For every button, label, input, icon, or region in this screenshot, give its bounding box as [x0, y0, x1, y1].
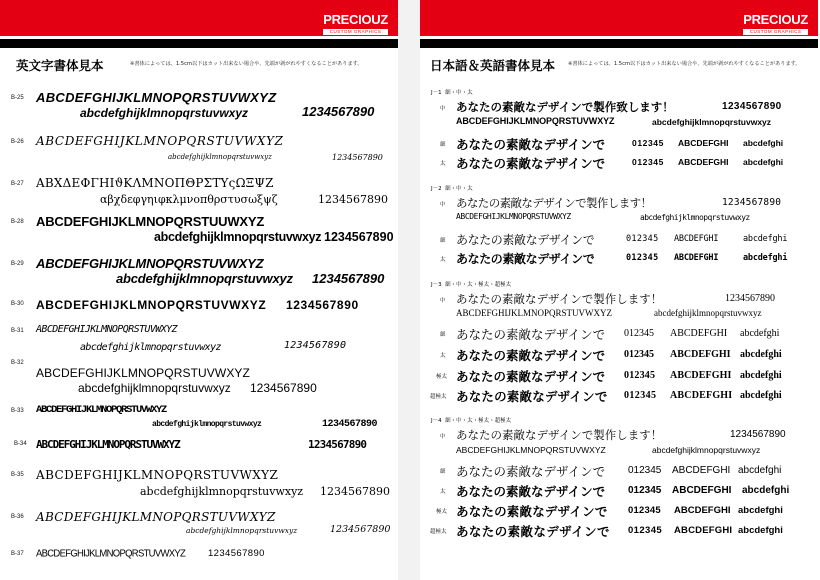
weight-upper: ABCDEFGHI	[670, 390, 733, 401]
header-bar	[420, 0, 818, 36]
sample-row-b36	[0, 510, 398, 540]
weight-upper: ABCDEFGHI	[674, 253, 719, 263]
sample-code: B-25	[11, 95, 24, 101]
group-code-label	[431, 184, 473, 192]
weight-lower: abcdefghi	[743, 157, 784, 167]
sample-code: B-31	[11, 328, 24, 334]
sample-row-b32	[0, 360, 398, 398]
weight-upper: ABCDEFGHI	[672, 465, 731, 476]
weight-label: 太	[440, 161, 446, 167]
sample-code: B-29	[11, 261, 24, 267]
weight-lower: abcdefghi	[738, 505, 783, 516]
sample-digits: 1234567890	[730, 429, 786, 440]
sample-upper: ABCDEFGHIJKLMNOPQRSTUVWXYZ	[36, 324, 177, 335]
weight-upper: ABCDEFGHI	[674, 505, 731, 516]
weight-label: 超極太	[430, 394, 447, 400]
weight-jp: あなたの素敵なデザインで	[456, 369, 606, 384]
sample-upper: ΑΒΧΔΕΦΓΗΙϑΚΛΜΝΟΠΘΡΣΤΥςΩΞΨΖ	[36, 176, 274, 190]
weight-digits: 012345	[632, 157, 664, 167]
weight-label: 太	[440, 257, 446, 263]
sample-lower: abcdefghijklmnopqrstuvwxyz	[152, 420, 262, 429]
sample-lower: abcdefghijklmnopqrstuvwxyz	[140, 485, 304, 498]
title-note: ※書体によっては、1.5cm以下はカット出来ない場合や、先端が剥がれやすくなることがあります。	[568, 61, 801, 67]
sample-upper: ABCDEFGHIJKLMNOPQRSTUVWXYZ	[456, 308, 613, 318]
sample-code: B-26	[11, 139, 24, 145]
weight-upper: ABCDEFGHI	[670, 370, 732, 381]
title-note: ※書体によっては、1.5cm以下はカット出来ない場合や、先端が剥がれやすくなることがあります。	[130, 61, 363, 67]
weight-jp: あなたの素敵なデザインで	[456, 389, 608, 404]
sample-digits: 1234567890	[208, 548, 265, 559]
sample-digits: 1234567890	[312, 271, 385, 286]
page-title: 日本語＆英語書体見本	[430, 58, 556, 73]
weight-digits: 012345	[624, 328, 654, 339]
sample-row-b25	[0, 90, 398, 122]
weight-label-medium: 中	[440, 434, 446, 440]
sample-upper: ABCDEFGHIJKLMNOPQRSTUVWXYZ	[36, 468, 279, 482]
weight-label: 極太	[436, 509, 448, 515]
weight-jp: あなたの素敵なデザインで	[456, 137, 606, 152]
sample-lower: abcdefghijklmnopqrstuvwxyz	[154, 230, 322, 244]
sample-code: B-34	[14, 441, 27, 447]
sample-digits: 1234567890	[320, 485, 390, 498]
weight-lower: abcdefghi	[742, 485, 790, 496]
weight-jp: あなたの素敵なデザインで	[456, 348, 606, 363]
sample-digits: 1234567890	[332, 153, 383, 162]
weight-jp: あなたの素敵なデザインで	[456, 524, 610, 539]
weight-lower: abcdefghi	[743, 253, 788, 263]
weight-upper: ABCDEFGHI	[678, 138, 729, 148]
weight-lower: abcdefghi	[740, 390, 782, 401]
sample-upper: ABCDEFGHIJKLMNOPQRSTUVWXYZ	[36, 438, 180, 451]
weight-digits: 012345	[626, 253, 659, 263]
font-group-j1	[420, 88, 818, 172]
sample-lower: abcdefghijklmnopqrstuvwxyz	[80, 106, 249, 120]
sample-phrase: あなたの素敵なデザインで製作します！	[456, 292, 663, 306]
sample-digits: 1234567890	[302, 104, 375, 119]
sample-code: B-35	[11, 472, 24, 478]
sample-row-b30	[0, 298, 398, 316]
sample-upper: ABCDEFGHIJKLMNOPQRSTUVWXYZ	[36, 256, 264, 271]
font-group-j4	[420, 416, 818, 540]
weight-digits: 012345	[624, 349, 654, 360]
weight-digits: 012345	[632, 138, 664, 148]
sample-code: B-27	[11, 181, 24, 187]
weight-digits: 012345	[628, 465, 662, 476]
group-code-label	[431, 88, 473, 96]
sample-upper: ABCDEFGHIJKLMNOPQRSTUVWXYZ	[36, 134, 284, 148]
weight-jp: あなたの素敵なデザインで	[456, 327, 606, 342]
weight-upper: ABCDEFGHI	[674, 525, 733, 536]
group-code: J－2	[431, 186, 442, 192]
weight-label: 細	[440, 332, 446, 338]
sample-row-b28	[0, 214, 398, 248]
sample-lower: abcdefghijklmnopqrstuvwxyz	[186, 526, 298, 535]
sample-code: B-33	[11, 408, 24, 414]
sample-code: B-28	[11, 219, 24, 225]
sample-phrase: あなたの素敵なデザインで製作します！	[456, 196, 652, 210]
weight-digits: 012345	[624, 390, 657, 401]
group-code-label	[431, 416, 511, 424]
sample-lower: abcdefghijklmnopqrstuvwxyz	[640, 213, 750, 222]
weight-upper: ABCDEFGHI	[672, 485, 732, 496]
page-title: 英文字書体見本	[16, 58, 104, 73]
sample-upper: ABCDEFGHIJKLMNOPQRSTUVWXYZ	[36, 298, 267, 312]
sample-upper: ABCDEFGHIJKLMNOPQRSTUVWXYZ	[456, 445, 606, 455]
sample-digits: 1234567890	[324, 230, 394, 244]
weight-label: 細	[440, 238, 446, 244]
weight-upper: ABCDEFGHI	[678, 157, 729, 167]
sample-digits: 1234567890	[308, 438, 367, 451]
header-rule	[420, 39, 818, 48]
sample-digits: 1234567890	[286, 298, 359, 312]
group-weights: 細・中・太	[445, 186, 473, 192]
sample-digits: 1234567890	[330, 524, 391, 535]
weight-lower: abcdefghi	[738, 465, 782, 476]
sample-upper: ABCDEFGHIJKLMNOPQRSTUVWXYZ	[36, 404, 167, 416]
weight-label: 細	[440, 142, 446, 148]
page-gutter	[398, 0, 420, 580]
group-code: J－4	[431, 418, 442, 424]
header-bar	[0, 0, 398, 36]
sample-code: B-32	[11, 360, 24, 366]
sample-upper: ABCDEFGHIJKLMNOPQRSTUVWXYZ	[36, 90, 277, 105]
weight-label-medium: 中	[440, 106, 446, 112]
group-weights: 細・中・太・極太・超極太	[445, 418, 512, 424]
sample-row-b37	[0, 548, 398, 562]
sample-phrase: あなたの素敵なデザインで製作します！	[456, 428, 663, 442]
sample-row-b31	[0, 324, 398, 358]
sample-digits: 1234567890	[725, 293, 775, 304]
sample-upper: ABCDEFGHIJKLMNOPQRSTUVWXYZ	[36, 366, 250, 380]
brand-logo	[323, 9, 388, 35]
page-left	[0, 0, 398, 580]
sample-code: B-36	[11, 514, 24, 520]
sample-lower: abcdefghijklmnopqrstuvwxyz	[654, 308, 762, 318]
weight-label-medium: 中	[440, 202, 446, 208]
weight-lower: abcdefghi	[738, 525, 783, 536]
brand-logo	[743, 9, 808, 35]
weight-digits: 012345	[626, 234, 659, 244]
sample-row-b35	[0, 468, 398, 500]
sample-digits: 1234567890	[722, 197, 782, 208]
weight-digits: 012345	[628, 485, 662, 496]
font-group-j2	[420, 184, 818, 268]
sample-code: B-30	[11, 301, 24, 307]
brand-tagline: CUSTOM GRAPHICS	[323, 29, 388, 35]
sample-lower: abcdefghijklmnopqrstuvwxyz	[80, 342, 221, 353]
header-rule	[0, 39, 398, 48]
sample-upper: ABCDEFGHIJKLMNOPQRSTUVWXYZ	[36, 510, 276, 524]
sample-lower: abcdefghijklmnopqrstuvwxyz	[652, 117, 772, 127]
sample-digits: 1234567890	[284, 340, 347, 351]
weight-jp: あなたの素敵なデザインで	[456, 484, 606, 499]
brand-name: PRECIOUZ	[743, 12, 808, 27]
sample-row-b26	[0, 134, 398, 166]
sample-row-b33	[0, 404, 398, 434]
sample-lower: abcdefghijklmnopqrstuvwxyz	[168, 153, 272, 161]
sample-digits: 1234567890	[318, 193, 388, 206]
group-code-label	[431, 280, 511, 288]
brand-tagline: CUSTOM GRAPHICS	[743, 29, 808, 35]
weight-upper: ABCDEFGHI	[670, 328, 728, 339]
weight-jp: あなたの素敵なデザインで	[456, 156, 606, 171]
group-code: J－1	[431, 90, 442, 96]
group-weights: 細・中・太	[445, 90, 473, 96]
weight-upper: ABCDEFGHI	[670, 349, 731, 360]
sample-lower: abcdefghijklmnopqrstuvwxyz	[78, 381, 231, 395]
weight-digits: 012345	[624, 370, 656, 381]
sample-row-b34	[0, 438, 398, 454]
group-weights: 細・中・太・極太・超極太	[445, 282, 512, 288]
page-right	[420, 0, 818, 580]
sample-row-b27	[0, 176, 398, 208]
weight-digits: 012345	[628, 505, 661, 516]
weight-label-medium: 中	[440, 298, 446, 304]
sample-code: B-37	[11, 551, 24, 557]
weight-digits: 012345	[628, 525, 663, 536]
weight-lower: abcdefghi	[740, 328, 780, 339]
sample-phrase: あなたの素敵なデザインで製作致します！	[456, 100, 674, 114]
weight-jp: あなたの素敵なデザインで	[456, 464, 606, 479]
sample-upper: ABCDEFGHIJKLMNOPQRSTUVWXYZ	[456, 212, 571, 221]
weight-label: 超極太	[430, 529, 447, 535]
weight-lower: abcdefghi	[740, 349, 782, 360]
weight-lower: abcdefghi	[743, 138, 784, 148]
weight-jp: あなたの素敵なデザインで	[456, 233, 595, 247]
weight-label: 細	[440, 469, 446, 475]
sample-upper: ABCDEFGHIJKLMNOPQRSTUVWXYZ	[456, 116, 615, 126]
sample-upper: ABCDEFGHIJKLMNOPQRSTUVWXYZ	[36, 547, 186, 560]
group-code: J－3	[431, 282, 442, 288]
weight-label: 極太	[436, 374, 448, 380]
sample-digits: 1234567890	[250, 381, 317, 395]
weight-lower: abcdefghi	[743, 234, 788, 244]
weight-jp: あなたの素敵なデザインで	[456, 504, 608, 519]
font-group-j3	[420, 280, 818, 404]
weight-label: 太	[440, 353, 446, 359]
sample-lower: abcdefghijklmnopqrstuvwxyz	[116, 271, 293, 286]
sample-digits: 1234567890	[322, 419, 378, 430]
sample-row-b29	[0, 256, 398, 290]
sample-lower: αβχδεφγηιφκλμνοπθρστυσωξψζ	[100, 193, 278, 206]
weight-jp: あなたの素敵なデザインで	[456, 252, 595, 266]
sample-lower: abcdefghijklmnopqrstuvwxyz	[652, 445, 761, 455]
brand-name: PRECIOUZ	[323, 12, 388, 27]
sample-upper: ABCDEFGHIJKLMNOPQRSTUUWXYZ	[36, 214, 265, 229]
weight-upper: ABCDEFGHI	[674, 234, 719, 244]
weight-label: 太	[440, 489, 446, 495]
weight-lower: abcdefghi	[740, 370, 782, 381]
sample-digits: 1234567890	[722, 101, 782, 112]
